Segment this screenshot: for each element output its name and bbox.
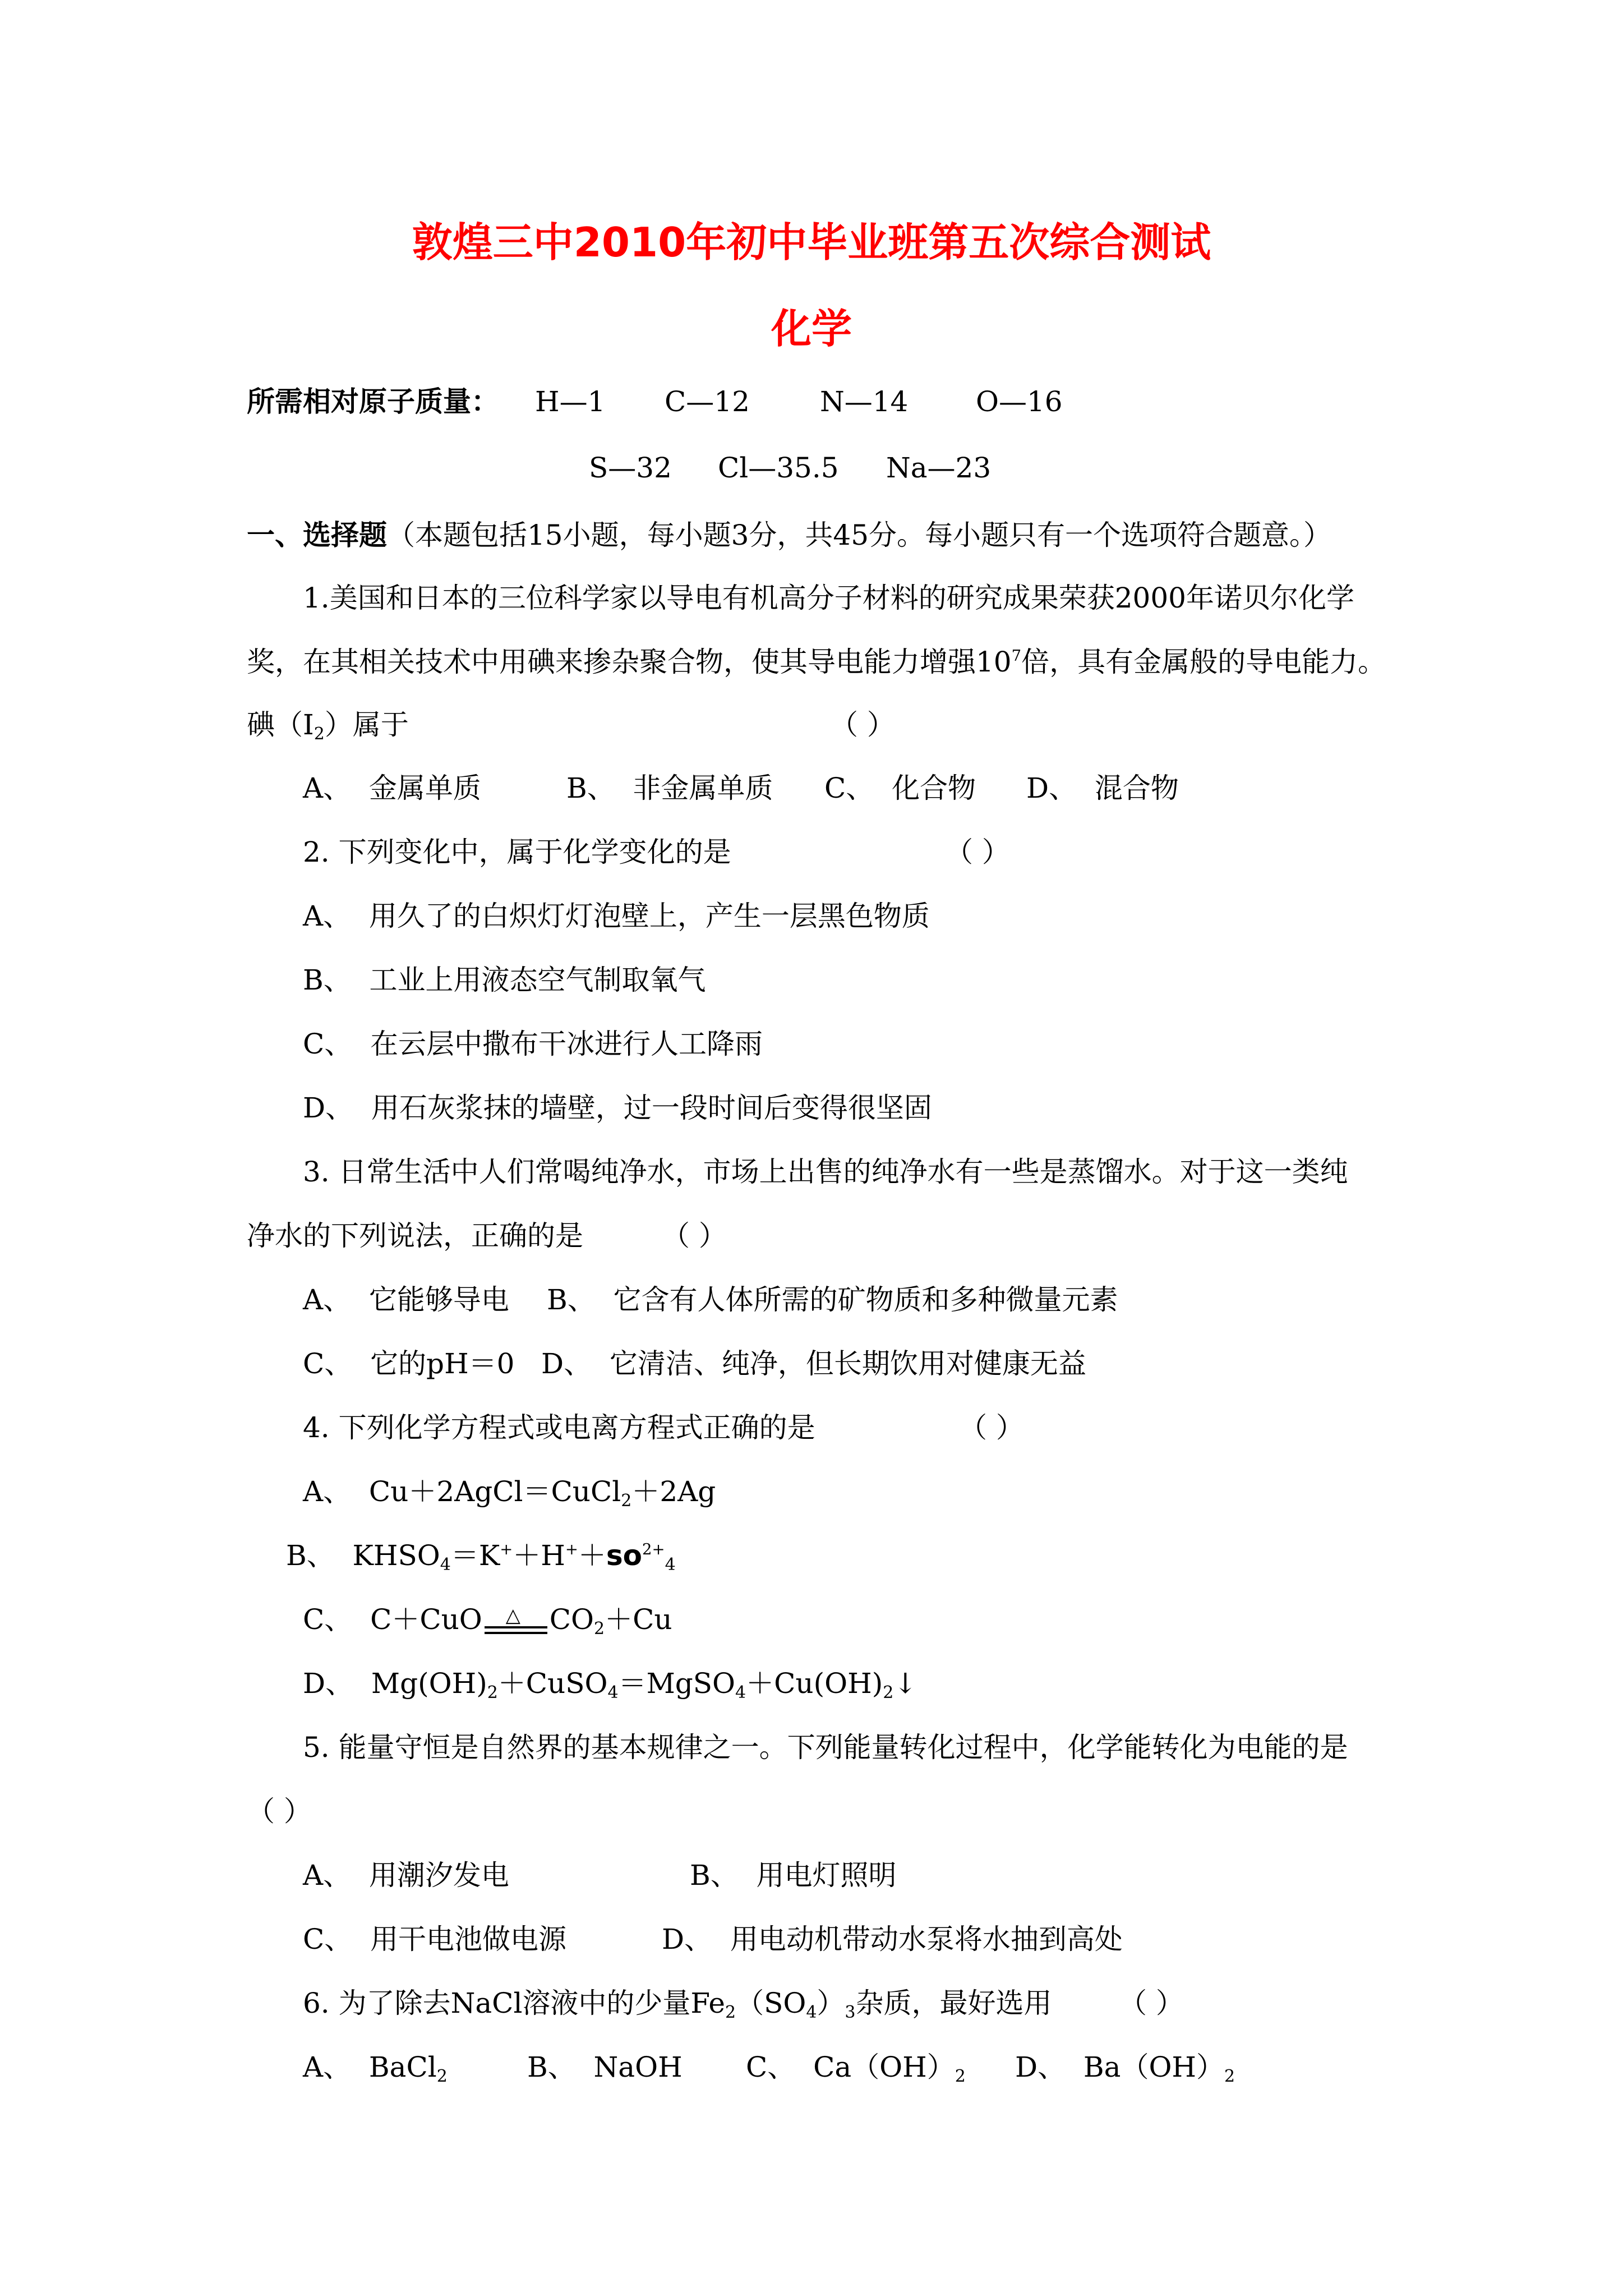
question-text: 下列化学方程式或电离方程式正确的是 [338, 1411, 815, 1444]
atomic-masses-label: 所需相对原子质量： [247, 385, 499, 418]
question-text: 净水的下列说法，正确的是 [247, 1220, 583, 1252]
atomic-mass-cl: Cl—35.5 [718, 452, 839, 484]
option-d[interactable]: D、 用石灰浆抹的墙壁，过一段时间后变得很坚固 [303, 1092, 932, 1124]
question-5-stem [303, 1731, 1348, 1764]
option-d[interactable]: D、 $Mg(OH)_2+CuSO_4=MgSO_4+Cu(OH)_2↓$ [303, 1667, 917, 1703]
option-b[interactable]: B、 工业上用液态空气制取氧气 [303, 964, 706, 996]
atomic-mass-n: N—14 [820, 385, 909, 418]
exponent: 7 [1011, 646, 1022, 665]
option-a[interactable]: A、 用潮汐发电 [303, 1859, 509, 1892]
option-c[interactable]: C、 C＋CuO △ $CO_2+Cu$ [303, 1603, 672, 1639]
section-heading [247, 518, 1331, 552]
question-6-stem: 6. 为了除去NaCl溶液中的少量$Fe_2(SO_4)_3$杂质，最好选用 （ ） [303, 1987, 1184, 2022]
exam-subject: 化学 [771, 305, 852, 352]
option-b[interactable]: B、 用电灯照明 [690, 1859, 897, 1892]
question-1-line-2 [247, 645, 1386, 679]
option-c[interactable]: C、 用干电池做电源 [303, 1923, 567, 1955]
precipitate-arrow-icon: ↓ [893, 1667, 917, 1700]
answer-blank[interactable]: （ ） [1119, 1987, 1184, 2019]
answer-blank[interactable]: （ ） [662, 1220, 727, 1252]
answer-blank[interactable]: （ ） [247, 1795, 312, 1828]
question-4-stem [303, 1411, 1024, 1444]
option-d[interactable]: D、 混合物 [1026, 772, 1179, 804]
section-note: （本题包括15小题，每小题3分，共45分。每小题只有一个选项符合题意。） [387, 519, 1332, 551]
question-number: 2. [303, 836, 330, 868]
atomic-masses-row-1 [247, 385, 1063, 418]
question-number: 4. [303, 1411, 330, 1444]
question-text: ）属于 [324, 708, 409, 741]
option-d[interactable]: D、 $Ba(OH)_2$ [1015, 2051, 1235, 2086]
option-b[interactable]: B、 非金属单质 [566, 772, 773, 804]
heating-condition-icon: △ [482, 1605, 550, 1639]
answer-blank[interactable]: （ ） [830, 708, 895, 741]
question-3-line-2 [247, 1219, 727, 1253]
question-2-stem [303, 835, 1010, 869]
question-number: 5. [303, 1731, 330, 1764]
option-b[interactable]: B、 它含有人体所需的矿物质和多种微量元素 [547, 1283, 1118, 1316]
question-3-line-1 [303, 1155, 1348, 1189]
atomic-mass-s: S—32 [589, 452, 672, 484]
question-text: 倍，具有金属般的导电能力。 [1021, 646, 1386, 678]
question-number: 1. [303, 582, 330, 614]
option-a[interactable]: A、 BaCl$_2$ [303, 2051, 448, 2086]
option-a[interactable]: A、 Cu＋2AgCl＝CuCl$_2$＋2Ag [303, 1475, 716, 1511]
option-c[interactable]: C、 $Ca(OH)_2$ [746, 2051, 966, 2086]
option-a[interactable]: A、 它能够导电 [303, 1283, 509, 1316]
question-text: 美国和日本的三位科学家以导电有机高分子材料的研究成果荣获2000年诺贝尔化学 [329, 582, 1354, 614]
section-title: 一、选择题 [247, 519, 387, 551]
question-text: 日常生活中人们常喝纯净水，市场上出售的纯净水有一些是蒸馏水。对于这一类纯 [338, 1156, 1348, 1188]
option-a[interactable]: A、 用久了的白炽灯灯泡壁上，产生一层黑色物质 [303, 900, 930, 932]
option-a[interactable]: A、 金属单质 [303, 772, 481, 804]
option-d[interactable]: D、 它清洁、纯净，但长期饮用对健康无益 [541, 1347, 1086, 1380]
option-c[interactable]: C、 化合物 [824, 772, 976, 804]
question-text: 奖，在其相关技术中用碘来掺杂聚合物，使其导电能力增强10 [247, 646, 1012, 678]
question-text: 碘（I [247, 708, 314, 741]
question-text: 下列变化中，属于化学变化的是 [338, 836, 731, 868]
question-text: 能量守恒是自然界的基本规律之一。下列能量转化过程中，化学能转化为电能的是 [338, 1731, 1348, 1764]
atomic-mass-na: Na—23 [886, 452, 992, 484]
question-number: 6. [303, 1987, 330, 2019]
answer-blank[interactable]: （ ） [959, 1411, 1024, 1444]
option-c[interactable]: C、 它的pH＝0 [303, 1347, 515, 1380]
exam-title: 敦煌三中2010年初中毕业班第五次综合测试 [412, 219, 1211, 266]
subscript: 2 [313, 724, 325, 744]
atomic-mass-h: H—1 [535, 385, 606, 418]
option-b[interactable]: B、 $KHSO_4=K^++H^++so^{2+}_4$ [286, 1539, 676, 1575]
option-d[interactable]: D、 用电动机带动水泵将水抽到高处 [662, 1923, 1123, 1955]
answer-blank[interactable]: （ ） [945, 836, 1010, 868]
question-1-line-1 [303, 581, 1354, 615]
option-c[interactable]: C、 在云层中撒布干冰进行人工降雨 [303, 1028, 763, 1060]
atomic-mass-c: C—12 [665, 385, 750, 418]
atomic-mass-o: O—16 [976, 385, 1063, 418]
option-b[interactable]: B、 NaOH [527, 2051, 683, 2083]
question-1-line-3 [247, 708, 895, 744]
question-number: 3. [303, 1156, 330, 1188]
